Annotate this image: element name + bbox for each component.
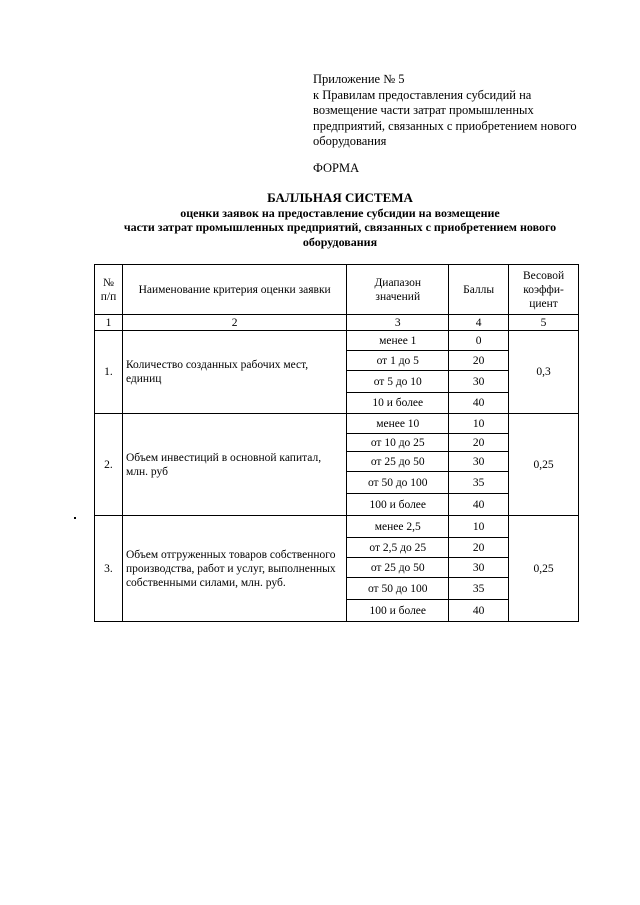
range-value: от 5 до 10 [347,371,449,393]
criterion-number: 1. [95,331,123,414]
score-value: 30 [449,452,509,472]
score-value: 20 [449,434,509,452]
column-number: 1 [95,315,123,331]
forma-label: ФОРМА [313,161,360,175]
annex-title: Приложение № 5 [313,72,405,86]
heading-title: БАЛЛЬНАЯ СИСТЕМА [267,190,413,205]
column-number-row [95,315,579,331]
score-value: 40 [449,494,509,516]
range-value: от 25 до 50 [347,558,449,578]
scoring-table [94,264,579,622]
criterion-name: Количество созданных рабочих мест, единиц [122,331,346,414]
annex-line: к Правилам предоставления субсидий на [313,87,532,102]
heading-line: оценки заявок на предоставление субсидии на возмещение [180,205,500,220]
column-number: 4 [449,315,509,331]
score-value: 30 [449,558,509,578]
table-header-row [95,265,579,315]
range-value: 10 и более [347,393,449,414]
stray-mark [74,517,76,519]
score-value: 35 [449,578,509,600]
score-value: 20 [449,538,509,558]
range-value: от 25 до 50 [347,452,449,472]
annex-line: оборудования [313,134,387,148]
score-value: 20 [449,351,509,371]
range-value: от 2,5 до 25 [347,538,449,558]
range-value: менее 1 [347,331,449,351]
table-row [95,331,579,351]
header-criterion: Наименование критерия оценки заявки [122,265,346,315]
range-value: 100 и более [347,494,449,516]
range-value: от 50 до 100 [347,578,449,600]
score-value: 30 [449,371,509,393]
column-number: 5 [509,315,579,331]
range-value: от 50 до 100 [347,472,449,494]
weight-value: 0,25 [509,414,579,516]
criterion-number: 3. [95,516,123,622]
heading-line: оборудования [302,234,378,249]
score-value: 0 [449,331,509,351]
criterion-name: Объем отгруженных товаров собственного производства, работ и услуг, выполненных собственными силами, млн. руб. [122,516,346,622]
score-value: 10 [449,516,509,538]
range-value: менее 2,5 [347,516,449,538]
header-score: Баллы [449,265,509,315]
score-value: 35 [449,472,509,494]
table-row [95,414,579,434]
range-value: менее 10 [347,414,449,434]
annex-line: предприятий, связанных с приобретением нового [313,118,577,133]
weight-value: 0,25 [509,516,579,622]
annex-line: возмещение части затрат промышленных [313,103,534,117]
criterion-number: 2. [95,414,123,516]
table-row [95,516,579,538]
range-value: 100 и более [347,600,449,622]
annex-block [313,72,603,150]
range-value: от 1 до 5 [347,351,449,371]
header-weight: Весовой коэффи- циент [509,265,579,315]
range-value: от 10 до 25 [347,434,449,452]
header-num: № п/п [95,265,123,315]
score-value: 10 [449,414,509,434]
heading-line: части затрат промышленных предприятий, связанных с приобретением нового [123,220,557,234]
weight-value: 0,3 [509,331,579,414]
score-value: 40 [449,600,509,622]
document-heading [80,191,600,249]
criterion-name: Объем инвестиций в основной капитал, млн. руб [122,414,346,516]
header-range: Диапазон значений [347,265,449,315]
score-value: 40 [449,393,509,414]
column-number: 2 [122,315,346,331]
column-number: 3 [347,315,449,331]
